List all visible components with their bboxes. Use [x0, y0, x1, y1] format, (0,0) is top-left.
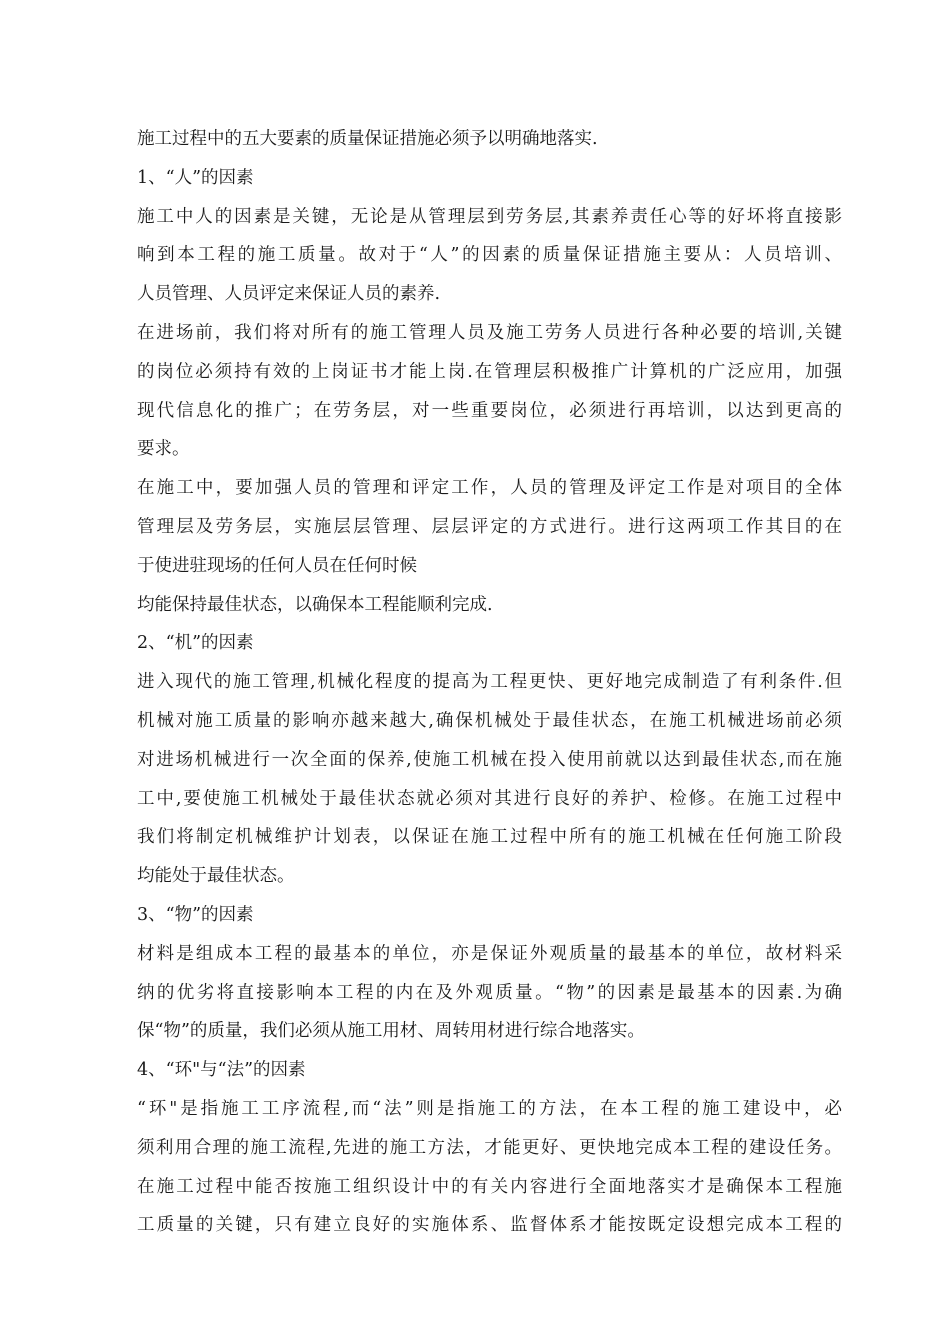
- text-line: 施工过程中的五大要素的质量保证措施必须予以明确地落实.: [137, 129, 598, 149]
- section-heading: 2、“机”的因素: [137, 633, 254, 654]
- text-line: 管理层及劳务层，实施层层管理、层层评定的方式进行。进行这两项工作其目的在: [137, 516, 842, 537]
- text-line: 在施工中，要加强人员的管理和评定工作，人员的管理及评定工作是对项目的全体: [137, 478, 842, 499]
- text-line: 要求。: [137, 439, 190, 460]
- text-line: 于使进驻现场的任何人员在任何时候: [137, 555, 417, 576]
- section-heading: 1、“人”的因素: [137, 167, 254, 188]
- text-line: 均能保持最佳状态，以确保本工程能顺利完成.: [137, 594, 493, 615]
- text-line: 对进场机械进行一次全面的保养,使施工机械在投入使用前就以达到最佳状态,而在施: [137, 749, 842, 770]
- document-body: [137, 120, 842, 1245]
- text-line: 人员管理、人员评定来保证人员的素养.: [137, 284, 441, 305]
- text-line: 施工中人的因素是关键，无论是从管理层到劳务层,其素养责任心等的好坏将直接影: [137, 206, 842, 227]
- text-line: 机械对施工质量的影响亦越来越大,确保机械处于最佳状态，在施工机械进场前必须: [137, 710, 842, 731]
- text-line: 工中,要使施工机械处于最佳状态就必须对其进行良好的养护、检修。在施工过程中: [137, 788, 842, 809]
- text-line: 在进场前，我们将对所有的施工管理人员及施工劳务人员进行各种必要的培训,关键: [137, 322, 842, 343]
- text-line: 的岗位必须持有效的上岗证书才能上岗.在管理层积极推广计算机的广泛应用，加强: [137, 361, 842, 382]
- text-line: 我们将制定机械维护计划表，以保证在施工过程中所有的施工机械在任何施工阶段: [137, 827, 842, 848]
- section-heading: 4、“环"与“法”的因素: [137, 1060, 306, 1081]
- text-line: 响到本工程的施工质量。故对于“人”的因素的质量保证措施主要从：人员培训、: [137, 245, 842, 266]
- section-heading: 3、“物”的因素: [137, 904, 254, 925]
- text-line: 材料是组成本工程的最基本的单位，亦是保证外观质量的最基本的单位，故材料采: [137, 943, 842, 964]
- text-line: 均能处于最佳状态。: [137, 866, 295, 887]
- text-line: 进入现代的施工管理,机械化程度的提高为工程更快、更好地完成制造了有利条件.但: [137, 672, 842, 693]
- text-line: 工质量的关键，只有建立良好的实施体系、监督体系才能按既定设想完成本工程的: [137, 1215, 842, 1236]
- text-line: 须利用合理的施工流程,先进的施工方法，才能更好、更快地完成本工程的建设任务。: [137, 1137, 842, 1158]
- text-line: 现代信息化的推广；在劳务层，对一些重要岗位，必须进行再培训，以达到更高的: [137, 400, 842, 421]
- text-line: 纳的优劣将直接影响本工程的内在及外观质量。“物”的因素是最基本的因素.为确: [137, 982, 842, 1003]
- text-line: 在施工过程中能否按施工组织设计中的有关内容进行全面地落实才是确保本工程施: [137, 1176, 842, 1197]
- text-line: 保“物”的质量，我们必须从施工用材、周转用材进行综合地落实。: [137, 1021, 645, 1042]
- text-line: “环"是指施工工序流程,而“法”则是指施工的方法，在本工程的施工建设中，必: [137, 1098, 842, 1119]
